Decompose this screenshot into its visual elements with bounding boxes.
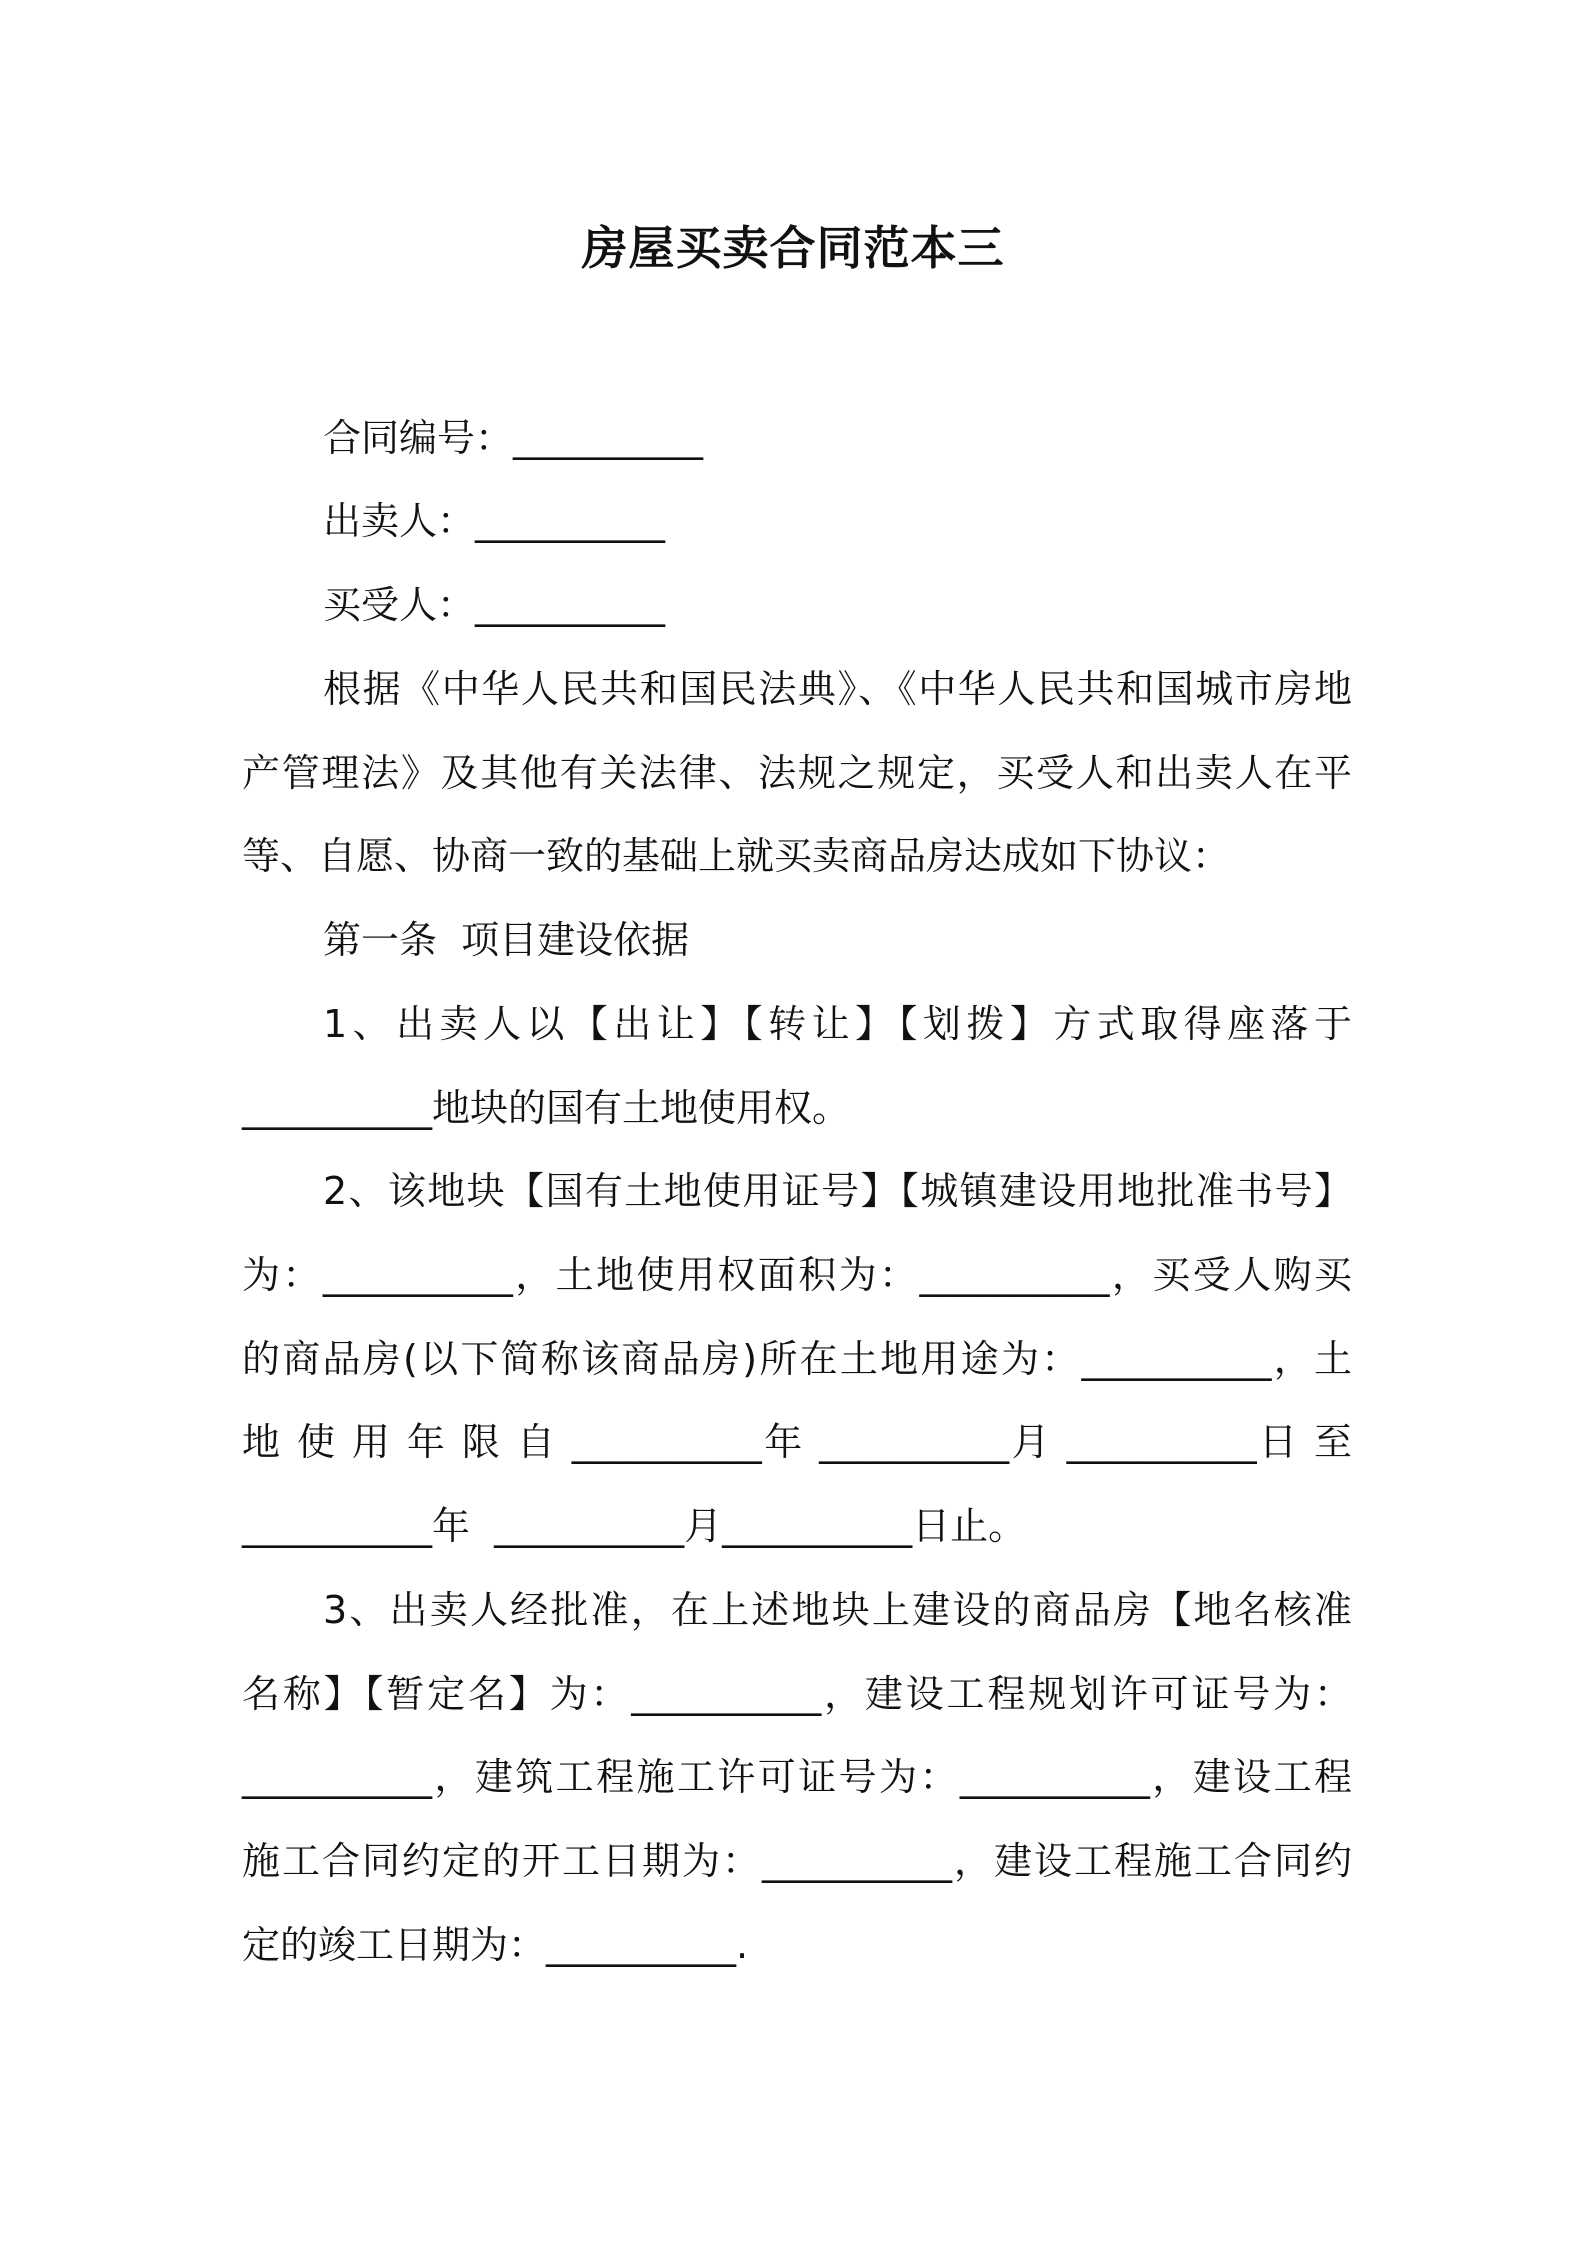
clause-2-line-3: 的商品房(以下简称该商品房)所在土地用途为：__________，土 <box>242 1337 1352 1381</box>
contract-number-line: 合同编号：__________ <box>323 416 704 460</box>
clause-1-line-2: __________地块的国有土地使用权。 <box>242 1086 851 1130</box>
clause-3-line-3: __________，建筑工程施工许可证号为：__________，建设工程 <box>242 1755 1352 1799</box>
clause-2-line-5: __________年 __________月__________日止。 <box>242 1504 1027 1548</box>
clause-3-line-2: 名称】【暂定名】为：__________，建设工程规划许可证号为： <box>242 1672 1352 1716</box>
clause-2-line-4: 地 使 用 年 限 自 __________年 __________月 __________日 至 <box>242 1420 1352 1464</box>
clause-3-line-1: 3、出卖人经批准，在上述地块上建设的商品房【地名核准 <box>323 1588 1352 1632</box>
clause-2-line-1: 2、该地块【国有土地使用证号】【城镇建设用地批准书号】 <box>323 1169 1352 1213</box>
buyer-line: 买受人：__________ <box>323 583 666 627</box>
clause-1-line-1: 1、出卖人以【出让】【转让】【划拨】方式取得座落于 <box>323 1002 1352 1046</box>
clause-2-line-2: 为：__________，土地使用权面积为：__________，买受人购买 <box>242 1253 1352 1297</box>
preamble-line-1: 根据《中华人民共和国民法典》、《中华人民共和国城市房地 <box>323 667 1352 711</box>
preamble-line-3: 等、自愿、协商一致的基础上就买卖商品房达成如下协议： <box>242 834 1231 878</box>
clause-3-line-4: 施工合同约定的开工日期为：__________，建设工程施工合同约 <box>242 1839 1352 1883</box>
clause-3-line-5: 定的竣工日期为：__________. <box>242 1923 749 1967</box>
preamble-line-2: 产管理法》及其他有关法律、法规之规定，买受人和出卖人在平 <box>242 751 1352 795</box>
seller-line: 出卖人：__________ <box>323 499 666 543</box>
document-title: 房屋买卖合同范本三 <box>581 221 1005 275</box>
article-one-heading: 第一条 项目建设依据 <box>323 918 690 962</box>
